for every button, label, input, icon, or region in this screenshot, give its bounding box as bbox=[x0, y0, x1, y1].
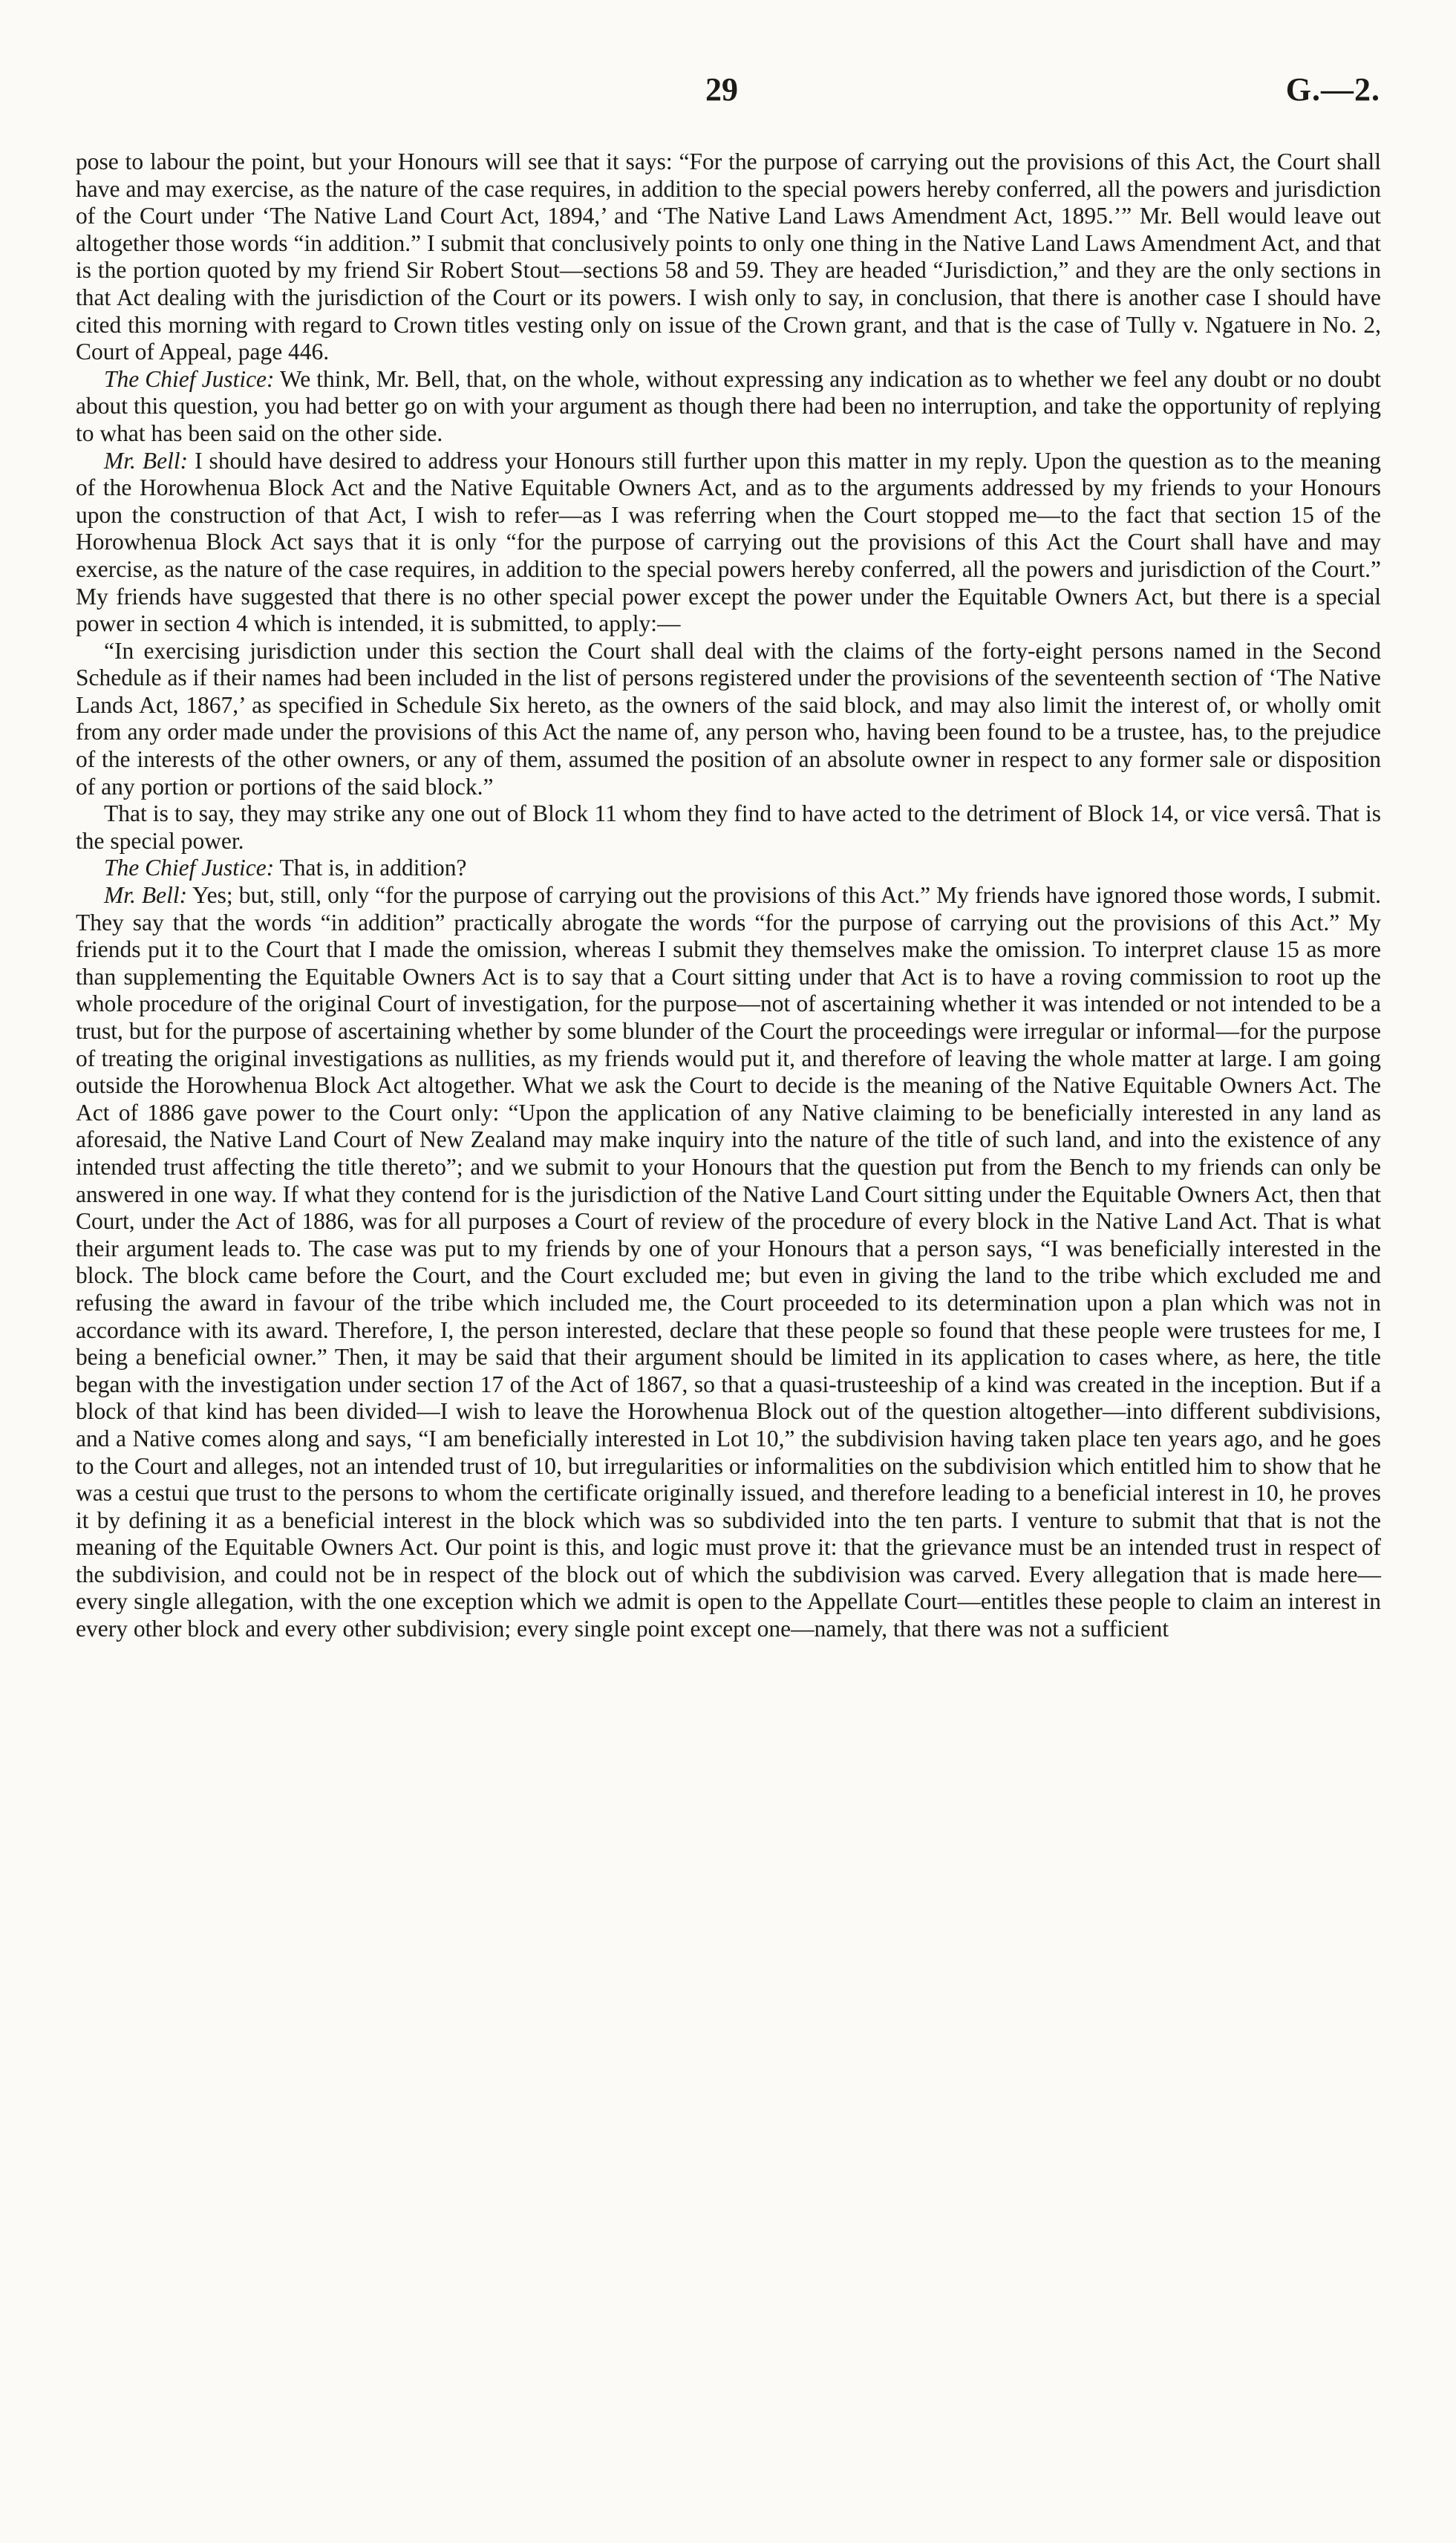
paragraph-text: Yes; but, still, only “for the purpose of carrying out the provisions of this Act.” My friends have ignored those words, I submit. They say that the words “in addition” practically abrogate the words “for the purpose of carrying out the provisions of this Act.” My friends put it to the Court that I made the omission, whereas I submit they themselves make the omission. To interpret clause 15 as more than supplementing the Equitable Owners Act is to say that a Court sitting under that Act is to have a roving commission to root up the whole procedure of the original Court of investigation, for the purpose—not of ascertaining whether it was intended or not intended to be a trust, but for the purpose of ascertaining whether by some blunder of the Court the proceedings were irregular or informal—for the purpose of treating the original investigations as nullities, as my friends would put it, and therefore of leaving the whole matter at large. I am going outside the Horowhenua Block Act altogether. What we ask the Court to decide is the meaning of the Native Equitable Owners Act. The Act of 1886 gave power to the Court only: “Upon the application of any Native claiming to be beneficially interested in any land as aforesaid, the Native Land Court of New Zealand may make inquiry into the nature of the title of such land, and into the existence of any intended trust affecting the title thereto”; and we submit to your Honours that the question put from the Bench to my friends can only be answered in one way. If what they contend for is the jurisdiction of the Native Land Court sitting under the Equitable Owners Act, then that Court, under the Act of 1886, was for all purposes a Court of review of the procedure of every block in the Native Land Act. That is what their argument leads to. The case was put to my friends by one of your Honours that a person says, “I was beneficially interested in the block. The block came before the Court, and the Court excluded me; but even in giving the land to the tribe which excluded me and refusing the award in favour of the tribe which included me, the Court proceeded to its determination upon a plan which was not in accordance with its award. Therefore, I, the person interested, declare that these people so found that these people were trustees for me, I being a beneficial owner.” Then, it may be said that their argument should be limited in its application to cases where, as here, the title began with the investigation under section 17 of the Act of 1867, so that a quasi-trusteeship of a kind was created in the inception. But if a block of that kind has been divided—I wish to leave the Horowhenua Block out of the question altogether—into different subdivisions, and a Native comes along and says, “I am beneficially interested in Lot 10,” the subdivision having taken place ten years ago, and he goes to the Court and alleges, not an intended trust of 10, but irregularities or informalities on the subdivision which entitled him to show that he was a cestui que trust to the persons to whom the certificate originally issued, and therefore leading to a beneficial interest in 10, he proves it by defining it as a beneficial interest in the block which was so subdivided into the ten parts. I venture to submit that that is not the meaning of the Equitable Owners Act. Our point is this, and logic must prove it: that the grievance must be an intended trust in respect of the subdivision, and could not be in respect of the block out of which the subdivision was carved. Every allegation that is made here—every single allegation, with the one exception which we admit is open to the Appellate Court—entitles these people to claim an interest in every other block and every other subdivision; every single point except one—namely, that there was not a sufficient bbox=[76, 882, 1382, 1642]
speaker-label: The Chief Justice: bbox=[104, 855, 275, 881]
paragraph-continuation bbox=[76, 148, 1381, 366]
paragraph-text: That is to say, they may strike any one out of Block 11 whom they find to have acted to the detriment of Block 14, or vice versâ. That is the special power. bbox=[76, 800, 1381, 854]
paragraph-text: “In exercising jurisdiction under this section the Court shall deal with the claims of the forty-eight persons named in the Second Schedule as if their names had been included in the list of persons registered under the provisions of the seventeenth section of ‘The Native Lands Act, 1867,’ as specified in Schedule Six hereto, as the owners of the said block, and may also limit the interest of, or wholly omit from any order made under the provisions of this Act the name of, any person who, having been found to be a trustee, has, to the prejudice of the interests of the other owners, or any of them, assumed the position of an absolute owner in respect to any former sale or disposition of any portion or portions of the said block.” bbox=[76, 637, 1381, 800]
speaker-label: Mr. Bell: bbox=[104, 882, 188, 909]
paragraph-statute-quote bbox=[76, 638, 1381, 801]
paragraph-text: I should have desired to address your Honours still further upon this matter in my reply. Upon the question as to the meaning of the Horowhenua Block Act and the Native Equitable Owners Act, and as to the arguments addressed by my friends to your Honours upon the construction of that Act, I wish to refer—as I was referring when the Court stopped me—to the fact that section 15 of the Horowhenua Block Act says that it is only “for the purpose of carrying out the provisions of this Act the Court shall have and may exercise, as the nature of the case requires, in addition to the special powers hereby conferred, all the powers and jurisdiction of the Court.” My friends have suggested that there is no other special power except the power under the Equitable Owners Act, but there is a special power in section 4 which is intended, it is submitted, to apply:— bbox=[76, 447, 1381, 637]
paragraph-mr-bell bbox=[76, 448, 1381, 638]
paragraph-special-power bbox=[76, 800, 1381, 855]
speaker-label: Mr. Bell: bbox=[104, 447, 189, 474]
paragraph-chief-justice-question bbox=[76, 855, 1381, 882]
paragraph-text: We think, Mr. Bell, that, on the whole, without expressing any indication as to whether we feel any doubt or no doubt about this question, you had better go on with your argument as though there had been no interruption, and take the opportunity of replying to what has been said on the other side. bbox=[76, 365, 1381, 446]
paragraph-mr-bell-reply bbox=[76, 882, 1381, 1643]
speaker-label: The Chief Justice: bbox=[104, 365, 275, 392]
paragraph-chief-justice bbox=[76, 366, 1381, 448]
page-number: 29 bbox=[705, 71, 738, 108]
document-reference: G.—2. bbox=[1285, 71, 1380, 108]
paragraph-text: That is, in addition? bbox=[279, 855, 467, 881]
body-text bbox=[76, 148, 1381, 1643]
page-header bbox=[0, 71, 1456, 115]
paragraph-text: pose to labour the point, but your Honours will see that it says: “For the purpose of carrying out the provisions of this Act, the Court shall have and may exercise, as the nature of the case requires, in addition to the special powers hereby conferred, all the powers and jurisdiction of the Court under ‘The Native Land Court Act, 1894,’ and ‘The Native Land Laws Amendment Act, 1895.’” Mr. Bell would leave out altogether those words “in addition.” I submit that conclusively points to only one thing in the Native Land Laws Amendment Act, and that is the portion quoted by my friend Sir Robert Stout—sections 58 and 59. They are headed “Jurisdiction,” and they are the only sections in that Act dealing with the jurisdiction of the Court or its powers. I wish only to say, in conclusion, that there is another case I should have cited this morning with regard to Crown titles vesting only on issue of the Crown grant, and that is the case of Tully v. Ngatuere in No. 2, Court of Appeal, page 446. bbox=[76, 148, 1381, 365]
